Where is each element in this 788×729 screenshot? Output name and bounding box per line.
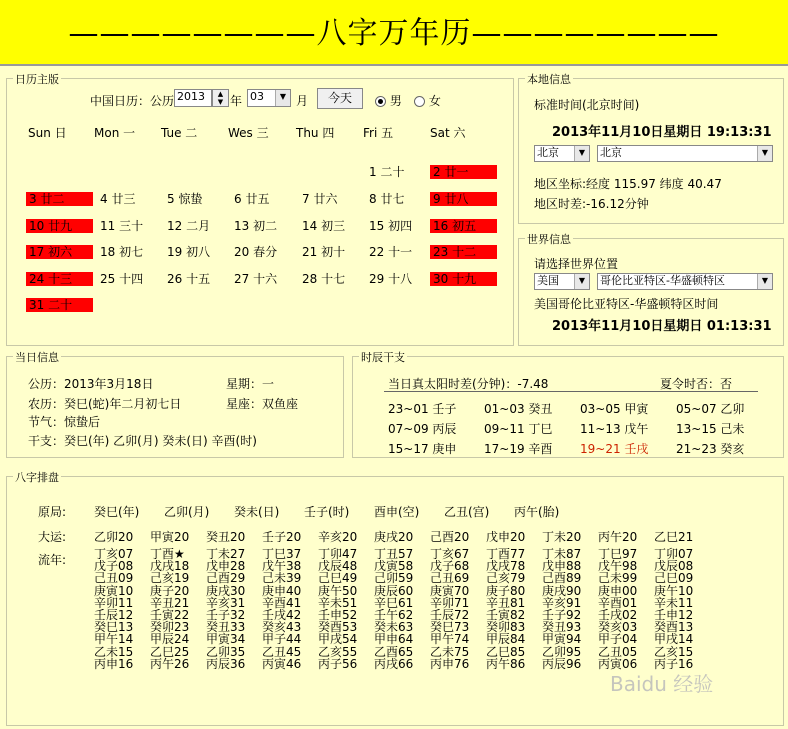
liunian-item: 丙申16 xyxy=(94,656,134,671)
liunian-item: 己亥79 xyxy=(486,571,526,586)
shichen-item: 19~21 壬戌 xyxy=(580,442,649,456)
dayun-item: 壬子20 xyxy=(262,530,302,544)
liunian-item: 丁巳37 xyxy=(262,547,302,561)
liunian-item: 甲寅94 xyxy=(542,632,582,647)
liunian-item: 戊戌18 xyxy=(150,559,190,574)
calendar-day[interactable]: 24 十三 xyxy=(26,272,93,286)
liunian-item: 甲辰24 xyxy=(150,632,190,647)
liunian-item: 乙巳85 xyxy=(486,644,526,659)
dayun-item: 乙巳21 xyxy=(654,530,694,544)
calendar-day[interactable]: 1 二十 xyxy=(369,165,405,179)
world-prompt: 请选择世界位置 xyxy=(534,257,619,271)
calendar-day[interactable]: 14 初三 xyxy=(302,219,346,233)
chevron-down-icon[interactable]: ▼ xyxy=(757,146,772,161)
liunian-item: 癸卯83 xyxy=(486,620,526,635)
liunian-item: 癸巳73 xyxy=(430,620,470,635)
liunian-item: 庚午10 xyxy=(654,583,694,598)
spin-up-icon[interactable]: ▲ xyxy=(217,90,224,98)
gender-female-label: 女 xyxy=(428,94,441,108)
region-select[interactable] xyxy=(597,273,773,290)
liunian-item: 辛亥31 xyxy=(206,595,246,610)
liunian-item: 乙卯95 xyxy=(542,644,582,659)
shichen-item: 01~03 癸丑 xyxy=(484,402,553,416)
liunian-item: 辛酉01 xyxy=(598,595,638,610)
calendar-day[interactable]: 5 惊蛰 xyxy=(167,192,203,206)
calendar-day[interactable]: 31 二十 xyxy=(26,298,93,312)
province-select[interactable] xyxy=(534,145,590,162)
region-value: 哥伦比亚特区-华盛顿特区 xyxy=(600,274,725,287)
shichen-divider xyxy=(384,391,758,392)
region-time-label: 美国哥伦比亚特区-华盛顿特区时间 xyxy=(534,297,719,311)
liunian-item: 癸丑93 xyxy=(542,620,582,635)
weekday-sun: Sun 日 xyxy=(28,126,67,140)
liunian-item: 癸未63 xyxy=(374,620,414,635)
liunian-item: 丙寅06 xyxy=(598,656,638,671)
liunian-item: 丁亥07 xyxy=(94,547,134,561)
liunian-item: 丁丑57 xyxy=(374,547,414,561)
liunian-item: 丙午86 xyxy=(486,656,526,671)
liunian-item: 己未39 xyxy=(262,571,302,586)
country-select[interactable] xyxy=(534,273,590,290)
liunian-item: 乙酉65 xyxy=(374,644,414,659)
local-coord: 地区坐标:经度 115.97 纬度 40.47 xyxy=(534,177,722,191)
shichen-item: 09~11 丁巳 xyxy=(484,422,553,436)
liunian-item: 癸酉53 xyxy=(318,620,358,635)
liunian-item: 壬子32 xyxy=(206,608,246,623)
liunian-item: 己未99 xyxy=(598,571,638,586)
shichen-item: 07~09 丙辰 xyxy=(388,422,457,436)
liunian-item: 辛丑81 xyxy=(486,595,526,610)
liunian-column xyxy=(262,548,318,670)
calendar-day[interactable]: 19 初八 xyxy=(167,245,211,259)
liunian-item: 甲子04 xyxy=(598,632,638,647)
liunian-item: 庚子20 xyxy=(150,583,190,598)
local-offset: 地区时差:-16.12分钟 xyxy=(534,197,649,211)
weekday-sat: Sat 六 xyxy=(430,126,466,140)
liunian-item: 辛巳61 xyxy=(374,595,414,610)
liunian-item: 丁卯07 xyxy=(654,547,694,561)
today-ganzhi: 干支：癸巳(年) 乙卯(月) 癸未(日) 辛酉(时) xyxy=(28,434,257,448)
liunian-item: 丙辰96 xyxy=(542,656,582,671)
calendar-day[interactable]: 22 十一 xyxy=(369,245,413,259)
dayun-item: 戊申20 xyxy=(486,530,526,544)
liunian-item: 乙未15 xyxy=(94,644,134,659)
calendar-day[interactable]: 20 春分 xyxy=(234,245,278,259)
liunian-item: 庚午50 xyxy=(318,583,358,598)
liunian-item: 甲午14 xyxy=(94,632,134,647)
liunian-item: 甲午74 xyxy=(430,632,470,647)
calendar-day[interactable]: 10 廿九 xyxy=(26,219,93,233)
shichen-panel-label: 时辰干支 xyxy=(361,351,405,364)
dayun-item: 甲寅20 xyxy=(150,530,190,544)
weekday-thu: Thu 四 xyxy=(296,126,335,140)
month-suffix: 月 xyxy=(296,94,309,108)
country-value: 美国 xyxy=(537,274,559,287)
local-info-label: 本地信息 xyxy=(527,73,571,86)
calendar-day[interactable]: 11 三十 xyxy=(100,219,144,233)
weekday-tue: Tue 二 xyxy=(161,126,198,140)
calendar-day[interactable]: 3 廿二 xyxy=(26,192,93,206)
liunian-item: 丁卯47 xyxy=(318,547,358,561)
world-info-label: 世界信息 xyxy=(527,233,571,246)
dayun-item: 丙午20 xyxy=(598,530,638,544)
calendar-day[interactable]: 8 廿七 xyxy=(369,192,405,206)
liunian-item: 壬午62 xyxy=(374,608,414,623)
yuanju-item: 癸未(日) xyxy=(234,505,280,519)
liunian-item: 己丑09 xyxy=(94,571,134,586)
liunian-item: 辛未51 xyxy=(318,595,358,610)
liunian-item: 庚申00 xyxy=(598,583,638,598)
calendar-day[interactable]: 12 二月 xyxy=(167,219,211,233)
calendar-day[interactable]: 17 初六 xyxy=(26,245,93,259)
calendar-day[interactable]: 27 十六 xyxy=(234,272,278,286)
liunian-item: 乙未75 xyxy=(430,644,470,659)
liunian-item: 乙亥55 xyxy=(318,644,358,659)
liunian-item: 丙午26 xyxy=(150,656,190,671)
liunian-item: 辛卯71 xyxy=(430,595,470,610)
liunian-item: 乙卯35 xyxy=(206,644,246,659)
liunian-item: 壬戌42 xyxy=(262,608,302,623)
chevron-down-icon[interactable]: ▼ xyxy=(757,274,772,289)
liunian-column xyxy=(598,548,654,670)
calendar-day[interactable]: 29 十八 xyxy=(369,272,413,286)
liunian-item: 丙寅46 xyxy=(262,656,302,671)
liunian-item: 乙丑45 xyxy=(262,644,302,659)
liunian-column xyxy=(206,548,262,670)
liunian-item: 壬寅82 xyxy=(486,608,526,623)
liunian-item: 辛酉41 xyxy=(262,595,302,610)
shichen-item: 23~01 壬子 xyxy=(388,402,457,416)
liunian-column xyxy=(542,548,598,670)
radio-unchecked-icon[interactable] xyxy=(414,96,425,107)
liunian-item: 戊辰08 xyxy=(654,559,694,574)
liunian-item: 丙子56 xyxy=(318,656,358,671)
calendar-day[interactable]: 18 初七 xyxy=(100,245,144,259)
today-star: 星座：双鱼座 xyxy=(226,397,299,411)
chevron-down-icon[interactable]: ▼ xyxy=(574,274,589,289)
province-value: 北京 xyxy=(537,146,559,159)
yuanju-item: 癸巳(年) xyxy=(94,505,140,519)
shichen-item: 15~17 庚申 xyxy=(388,442,457,456)
liunian-item: 庚辰60 xyxy=(374,583,414,598)
yuanju-label: 原局: xyxy=(38,505,67,519)
calendar-day[interactable]: 2 廿一 xyxy=(430,165,497,179)
yuanju-item: 酉申(空) xyxy=(374,505,420,519)
region-time-value: 2013年11月10日星期日 01:13:31 xyxy=(552,319,772,334)
dst-status: 夏令时否：否 xyxy=(660,377,733,391)
liunian-item: 癸亥03 xyxy=(598,620,638,635)
liunian-column xyxy=(374,548,430,670)
liunian-item: 甲戌54 xyxy=(318,632,358,647)
calendar-day[interactable]: 26 十五 xyxy=(167,272,211,286)
dayun-label: 大运: xyxy=(38,530,67,544)
liunian-item: 丁亥67 xyxy=(430,547,470,561)
city-value: 北京 xyxy=(600,146,622,159)
liunian-item: 乙巳25 xyxy=(150,644,190,659)
liunian-item: 辛未11 xyxy=(654,595,694,610)
liunian-item: 壬子92 xyxy=(542,608,582,623)
liunian-item: 甲子44 xyxy=(262,632,302,647)
calendar-day[interactable]: 30 十九 xyxy=(430,272,497,286)
liunian-item: 庚戌30 xyxy=(206,583,246,598)
today-button[interactable]: 今天 xyxy=(317,88,363,109)
liunian-column xyxy=(654,548,710,670)
std-time-value: 2013年11月10日星期日 19:13:31 xyxy=(552,125,772,140)
today-gongli: 公历：2013年3月18日 xyxy=(28,377,154,391)
liunian-column xyxy=(486,548,542,670)
calendar-day[interactable]: 16 初五 xyxy=(430,219,497,233)
liunian-item: 壬寅22 xyxy=(150,608,190,623)
year-suffix: 年 xyxy=(230,94,243,108)
weekday-fri: Fri 五 xyxy=(363,126,394,140)
liunian-column xyxy=(430,548,486,670)
liunian-item: 己酉89 xyxy=(542,571,582,586)
spin-down-icon[interactable]: ▼ xyxy=(217,98,224,106)
liunian-item: 甲戌14 xyxy=(654,632,694,647)
liunian-item: 癸亥43 xyxy=(262,620,302,635)
liunian-item: 戊辰48 xyxy=(318,559,358,574)
shichen-item: 05~07 乙卯 xyxy=(676,402,745,416)
month-select[interactable] xyxy=(247,89,291,107)
liunian-item: 甲申64 xyxy=(374,632,414,647)
calendar-day[interactable]: 28 十七 xyxy=(302,272,346,286)
liunian-item: 戊午98 xyxy=(598,559,638,574)
calendar-day[interactable]: 4 廿三 xyxy=(100,192,136,206)
liunian-column xyxy=(94,548,150,670)
liunian-item: 庚戌90 xyxy=(542,583,582,598)
today-jieqi: 节气：惊蛰后 xyxy=(28,415,101,429)
liunian-item: 丁巳97 xyxy=(598,547,638,561)
liunian-item: 癸卯23 xyxy=(150,620,190,635)
calendar-day[interactable]: 6 廿五 xyxy=(234,192,270,206)
liunian-column xyxy=(318,548,374,670)
year-input[interactable] xyxy=(174,89,212,107)
year-spinner[interactable] xyxy=(212,89,229,107)
liunian-item: 乙丑05 xyxy=(598,644,638,659)
cn-calendar-label: 中国日历：公历 xyxy=(90,94,175,108)
solar-time-diff: 当日真太阳时差(分钟)：-7.48 xyxy=(388,377,549,391)
liunian-column xyxy=(150,548,206,670)
liunian-item: 丁酉77 xyxy=(486,547,526,561)
calendar-panel-label: 日历主版 xyxy=(15,73,59,86)
today-nongli: 农历：癸巳(蛇)年二月初七日 xyxy=(28,397,182,411)
liunian-item: 癸酉13 xyxy=(654,620,694,635)
dayun-item: 乙卯20 xyxy=(94,530,134,544)
liunian-item: 壬戌02 xyxy=(598,608,638,623)
liunian-item: 庚寅70 xyxy=(430,583,470,598)
shichen-item: 17~19 辛酉 xyxy=(484,442,553,456)
liunian-item: 戊寅58 xyxy=(374,559,414,574)
liunian-item: 甲寅34 xyxy=(206,632,246,647)
liunian-item: 辛亥91 xyxy=(542,595,582,610)
chevron-down-icon[interactable]: ▼ xyxy=(574,146,589,161)
calendar-day[interactable]: 13 初二 xyxy=(234,219,278,233)
calendar-day[interactable]: 7 廿六 xyxy=(302,192,338,206)
liunian-item: 戊午38 xyxy=(262,559,302,574)
app-title: ————————八字万年历———————— xyxy=(68,16,720,51)
liunian-item: 庚子80 xyxy=(486,583,526,598)
title-bar xyxy=(0,0,788,66)
bazi-panel-label: 八字排盘 xyxy=(15,471,59,484)
liunian-item: 壬辰72 xyxy=(430,608,470,623)
yuanju-item: 丙午(胎) xyxy=(514,505,560,519)
yuanju-item: 壬子(时) xyxy=(304,505,350,519)
gender-male-radio[interactable] xyxy=(375,92,402,109)
liunian-item: 戊戌78 xyxy=(486,559,526,574)
calendar-day[interactable]: 23 十二 xyxy=(430,245,497,259)
liunian-item: 癸巳13 xyxy=(94,620,134,635)
liunian-item: 丁未87 xyxy=(542,547,582,561)
liunian-item: 戊子08 xyxy=(94,559,134,574)
liunian-item: 丙戌66 xyxy=(374,656,414,671)
liunian-item: 壬辰12 xyxy=(94,608,134,623)
liunian-item: 己卯59 xyxy=(374,571,414,586)
today-info-label: 当日信息 xyxy=(15,351,59,364)
liunian-label: 流年: xyxy=(38,553,67,567)
liunian-item: 甲辰84 xyxy=(486,632,526,647)
liunian-item: 戊子68 xyxy=(430,559,470,574)
liunian-item: 丁酉★ xyxy=(150,547,185,561)
std-time-label: 标准时间(北京时间) xyxy=(534,98,640,112)
shichen-item: 21~23 癸亥 xyxy=(676,442,745,456)
liunian-item: 丙子16 xyxy=(654,656,694,671)
calendar-day[interactable]: 9 廿八 xyxy=(430,192,497,206)
liunian-item: 癸丑33 xyxy=(206,620,246,635)
liunian-item: 乙亥15 xyxy=(654,644,694,659)
liunian-item: 己酉29 xyxy=(206,571,246,586)
radio-checked-icon[interactable] xyxy=(375,96,386,107)
watermark: Baidu 经验 xyxy=(610,672,714,696)
liunian-item: 己巳09 xyxy=(654,571,694,586)
liunian-item: 己亥19 xyxy=(150,571,190,586)
liunian-item: 己丑69 xyxy=(430,571,470,586)
yuanju-item: 乙卯(月) xyxy=(164,505,210,519)
liunian-item: 丙申76 xyxy=(430,656,470,671)
month-value: 03 xyxy=(250,90,264,103)
dayun-item: 庚戌20 xyxy=(374,530,414,544)
liunian-item: 戊申28 xyxy=(206,559,246,574)
gender-female-radio[interactable] xyxy=(414,92,441,109)
liunian-item: 戊申88 xyxy=(542,559,582,574)
shichen-item: 11~13 戊午 xyxy=(580,422,649,436)
dayun-item: 丁未20 xyxy=(542,530,582,544)
shichen-item: 13~15 己未 xyxy=(676,422,745,436)
liunian-item: 庚寅10 xyxy=(94,583,134,598)
today-week: 星期：一 xyxy=(226,377,275,391)
calendar-day[interactable]: 25 十四 xyxy=(100,272,144,286)
dayun-item: 己酉20 xyxy=(430,530,470,544)
liunian-item: 丁未27 xyxy=(206,547,246,561)
dayun-item: 癸丑20 xyxy=(206,530,246,544)
liunian-item: 庚申40 xyxy=(262,583,302,598)
city-select[interactable] xyxy=(597,145,773,162)
chevron-down-icon[interactable]: ▼ xyxy=(275,90,290,106)
calendar-day[interactable]: 15 初四 xyxy=(369,219,413,233)
liunian-item: 辛卯11 xyxy=(94,595,134,610)
weekday-mon: Mon 一 xyxy=(94,126,136,140)
shichen-item: 03~05 甲寅 xyxy=(580,402,649,416)
liunian-item: 己巳49 xyxy=(318,571,358,586)
calendar-day[interactable]: 21 初十 xyxy=(302,245,346,259)
weekday-wed: Wes 三 xyxy=(228,126,269,140)
liunian-item: 壬申52 xyxy=(318,608,358,623)
year-value: 2013 xyxy=(177,90,205,103)
liunian-item: 丙辰36 xyxy=(206,656,246,671)
dayun-item: 辛亥20 xyxy=(318,530,358,544)
liunian-item: 辛丑21 xyxy=(150,595,190,610)
gender-male-label: 男 xyxy=(389,94,402,108)
liunian-item: 壬申12 xyxy=(654,608,694,623)
yuanju-item: 乙丑(宫) xyxy=(444,505,490,519)
